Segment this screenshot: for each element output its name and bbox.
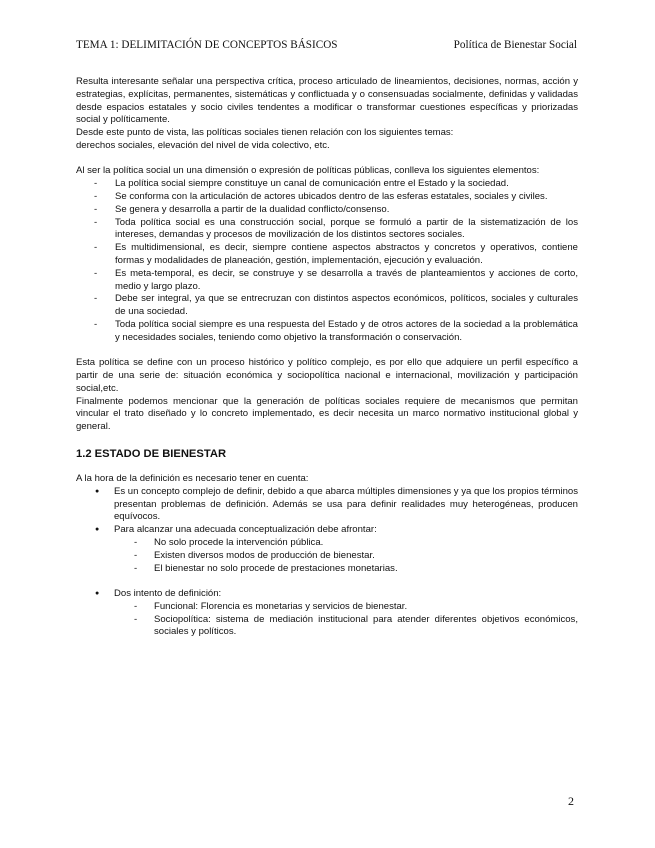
list-item <box>76 588 578 601</box>
list-item <box>76 486 578 524</box>
page-number: 2 <box>568 794 574 808</box>
paragraph-related-topics: Desde este punto de vista, las políticas sociales tienen relación con los siguientes temas: <box>76 127 454 139</box>
intents-list <box>76 588 578 601</box>
list-item-text: El bienestar no solo procede de prestaciones monetarias. <box>154 562 398 574</box>
spacer <box>76 461 578 474</box>
list-item-text: Es meta-temporal, es decir, se construye y se desarrolla a través de planteamientos y acciones de corto, medio y largo plazo. <box>115 267 578 292</box>
spacer <box>76 153 578 166</box>
dash-marker: - <box>94 203 98 215</box>
header-subject-title: Política de Bienestar Social <box>453 39 577 51</box>
list-item <box>76 191 578 204</box>
spacer <box>76 345 578 358</box>
dash-marker: - <box>134 600 138 612</box>
list-item <box>76 242 578 268</box>
dash-marker: - <box>134 613 138 625</box>
paragraph-definition-intro: A la hora de la definición es necesario tener en cuenta: <box>76 473 309 485</box>
list-item <box>76 537 578 550</box>
list-item-text: No solo procede la intervención pública. <box>154 537 324 549</box>
dash-marker: - <box>94 318 98 330</box>
spacer <box>76 575 578 588</box>
bullet-marker: ● <box>95 487 100 495</box>
list-item <box>76 178 578 191</box>
dash-marker: - <box>94 293 98 305</box>
paragraph-critical-perspective: Resulta interesante señalar una perspectiva crítica, proceso articulado de lineamientos, decisiones, normas, acción y estrategias, explícitas, permanentes, sistemáticas y conflictuada y o consensuadas socialmente, definidas y validadas desde espacios estatales y socio civiles tendentes a modificar o transformar cuestiones específicas y priorizadas social y políticamente. <box>76 76 578 126</box>
section-heading: 1.2 ESTADO DE BIENESTAR <box>76 447 227 460</box>
intents-sublist <box>76 601 578 639</box>
conceptualization-list <box>76 537 578 575</box>
dash-marker: - <box>94 242 98 254</box>
dash-marker: - <box>134 549 138 561</box>
paragraph-historical-process: Esta política se define con un proceso histórico y político complejo, es por ello que adquiere un perfil específico a partir de una serie de: situación económica y sociopolítica nacional e internacional, movilización y participación social,etc. <box>76 357 578 394</box>
dash-marker: - <box>94 216 98 228</box>
list-item-text: Se genera y desarrolla a partir de la dualidad conflicto/consenso. <box>115 203 390 215</box>
dash-marker: - <box>94 178 98 190</box>
spacer <box>76 434 578 447</box>
list-item-text: Toda política social siempre es una respuesta del Estado y de otros actores de la sociedad a la problemática y necesidades sociales, teniendo como objetivo la transformación o conservación. <box>115 318 578 343</box>
list-item-text: Sociopolítica: sistema de mediación institucional para atender diferentes objetivos económicos, sociales y políticos. <box>154 613 578 638</box>
list-item-text: Es multidimensional, es decir, siempre contiene aspectos abstractos y concretos y operativos, contiene formas y modalidades de planeación, gestión, implementación, ejecución y evaluación. <box>115 242 578 266</box>
list-item-text: Debe ser integral, ya que se entrecruzan con distintos aspectos económicos, políticos, sociales y culturales de una sociedad. <box>115 293 578 318</box>
list-item-text: Se conforma con la articulación de actores ubicados dentro de las esferas estatales, sociales y civiles. <box>115 190 548 202</box>
list-item <box>76 204 578 217</box>
list-item-text: Es un concepto complejo de definir, debido a que abarca múltiples dimensiones y ya que los propios términos presentan problemas de definición. Además se usa para definir realidades muy heterogéneas, producen equívocos. <box>114 485 578 523</box>
dash-marker: - <box>134 562 138 574</box>
list-item-text: Dos intento de definición: <box>114 588 222 600</box>
list-item <box>76 524 578 537</box>
dash-marker: - <box>94 190 98 202</box>
paragraph-conclusion: Finalmente podemos mencionar que la generación de políticas sociales requiere de mecanismos que permitan vincular el trato diseñado y lo concreto implementado, es decir necesita un marco normativo institucional global y general. <box>76 395 578 433</box>
list-item <box>76 601 578 614</box>
list-item <box>76 268 578 294</box>
header-chapter-title: TEMA 1: DELIMITACIÓN DE CONCEPTOS BÁSICOS <box>76 39 338 51</box>
elements-list <box>76 178 578 344</box>
dash-marker: - <box>134 537 138 549</box>
dash-marker: - <box>94 267 98 279</box>
list-item <box>76 614 578 640</box>
list-item <box>76 550 578 563</box>
list-item-text: Toda política social es una construcción social, porque se formuló a partir de la sistematización de los intereses, demandas y procesos de movilización de los distintos sectores sociales. <box>115 216 578 241</box>
bullet-marker: ● <box>95 590 100 598</box>
list-item <box>76 563 578 576</box>
document-body <box>76 76 578 639</box>
list-item-text: Para alcanzar una adecuada conceptualización debe afrontar: <box>114 524 377 536</box>
list-item-text: Existen diversos modos de producción de bienestar. <box>154 549 375 561</box>
list-item <box>76 319 578 345</box>
list-item <box>76 293 578 319</box>
bullet-marker: ● <box>95 526 100 534</box>
paragraph-elements-intro: Al ser la política social un una dimensión o expresión de políticas públicas, conlleva los siguientes elementos: <box>76 165 540 177</box>
list-item-text: La política social siempre constituye un canal de comunicación entre el Estado y la sociedad. <box>115 178 509 190</box>
list-item-text: Funcional: Florencia es monetarias y servicios de bienestar. <box>154 600 408 612</box>
definition-list <box>76 486 578 537</box>
paragraph-topics-list: derechos sociales, elevación del nivel de vida colectivo, etc. <box>76 139 330 151</box>
list-item <box>76 217 578 243</box>
